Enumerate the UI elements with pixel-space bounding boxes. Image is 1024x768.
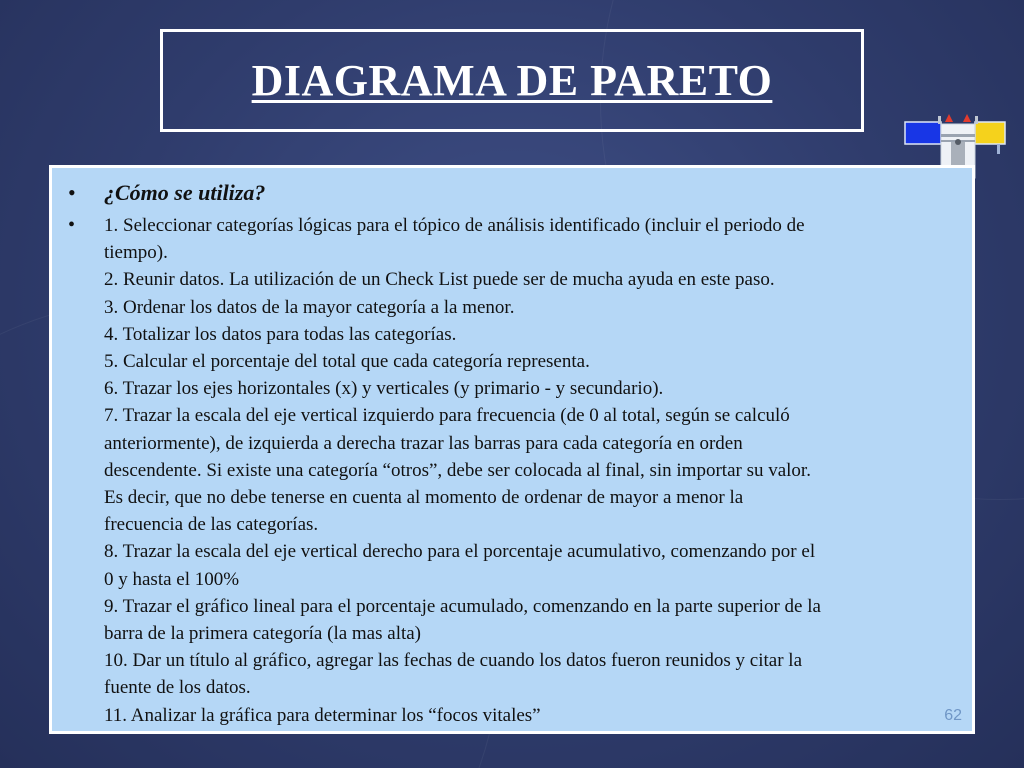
text-line: 8. Trazar la escala del eje vertical derecho para el porcentaje acumulativo, comenzando por el	[104, 541, 816, 563]
title-box	[160, 29, 864, 132]
text-line: 0 y hasta el 100%	[104, 568, 240, 590]
text-line: 9. Trazar el gráfico lineal para el porcentaje acumulado, comenzando en la parte superior de la	[104, 595, 821, 617]
page-number: 62	[944, 707, 962, 724]
text-line: tiempo).	[104, 242, 168, 264]
content-box	[49, 165, 975, 734]
slide-title: DIAGRAMA DE PARETO	[251, 56, 773, 105]
text-line: 11. Analizar la gráfica para determinar los “focos vitales”	[104, 704, 541, 726]
text-line: 2. Reunir datos. La utilización de un Check List puede ser de mucha ayuda en este paso.	[104, 269, 775, 291]
bullet-steps	[62, 212, 960, 729]
text-line: barra de la primera categoría (la mas alta)	[104, 623, 422, 645]
bullet-heading	[62, 178, 960, 208]
text-line: 10. Dar un título al gráfico, agregar las fechas de cuando los datos fueron reunidos y citar la	[104, 650, 802, 672]
section-heading: ¿Cómo se utiliza?	[104, 180, 266, 205]
text-line: 7. Trazar la escala del eje vertical izquierdo para frecuencia (de 0 al total, según se calculó	[104, 405, 790, 427]
text-line: frecuencia de las categorías.	[104, 514, 319, 536]
text-line: descendente. Si existe una categoría “otros”, debe ser colocada al final, sin importar su valor.	[104, 459, 811, 481]
text-line: 3. Ordenar los datos de la mayor categoría a la menor.	[104, 296, 515, 318]
bullet-dot: •	[68, 214, 76, 236]
text-line: anteriormente), de izquierda a derecha trazar las barras para cada categoría en orden	[104, 432, 743, 454]
text-line: 6. Trazar los ejes horizontales (x) y verticales (y primario - y secundario).	[104, 378, 664, 400]
text-line: Es decir, que no debe tenerse en cuenta al momento de ordenar de mayor a menor la	[104, 487, 744, 509]
text-line: 1. Seleccionar categorías lógicas para el tópico de análisis identificado (incluir el periodo de	[104, 215, 805, 236]
text-line: 5. Calcular el porcentaje del total que cada categoría representa.	[104, 351, 590, 373]
text-line: fuente de los datos.	[104, 677, 251, 699]
bullet-dot: •	[68, 180, 76, 205]
steps-text	[104, 212, 821, 729]
text-line: 4. Totalizar los datos para todas las categorías.	[104, 323, 457, 345]
